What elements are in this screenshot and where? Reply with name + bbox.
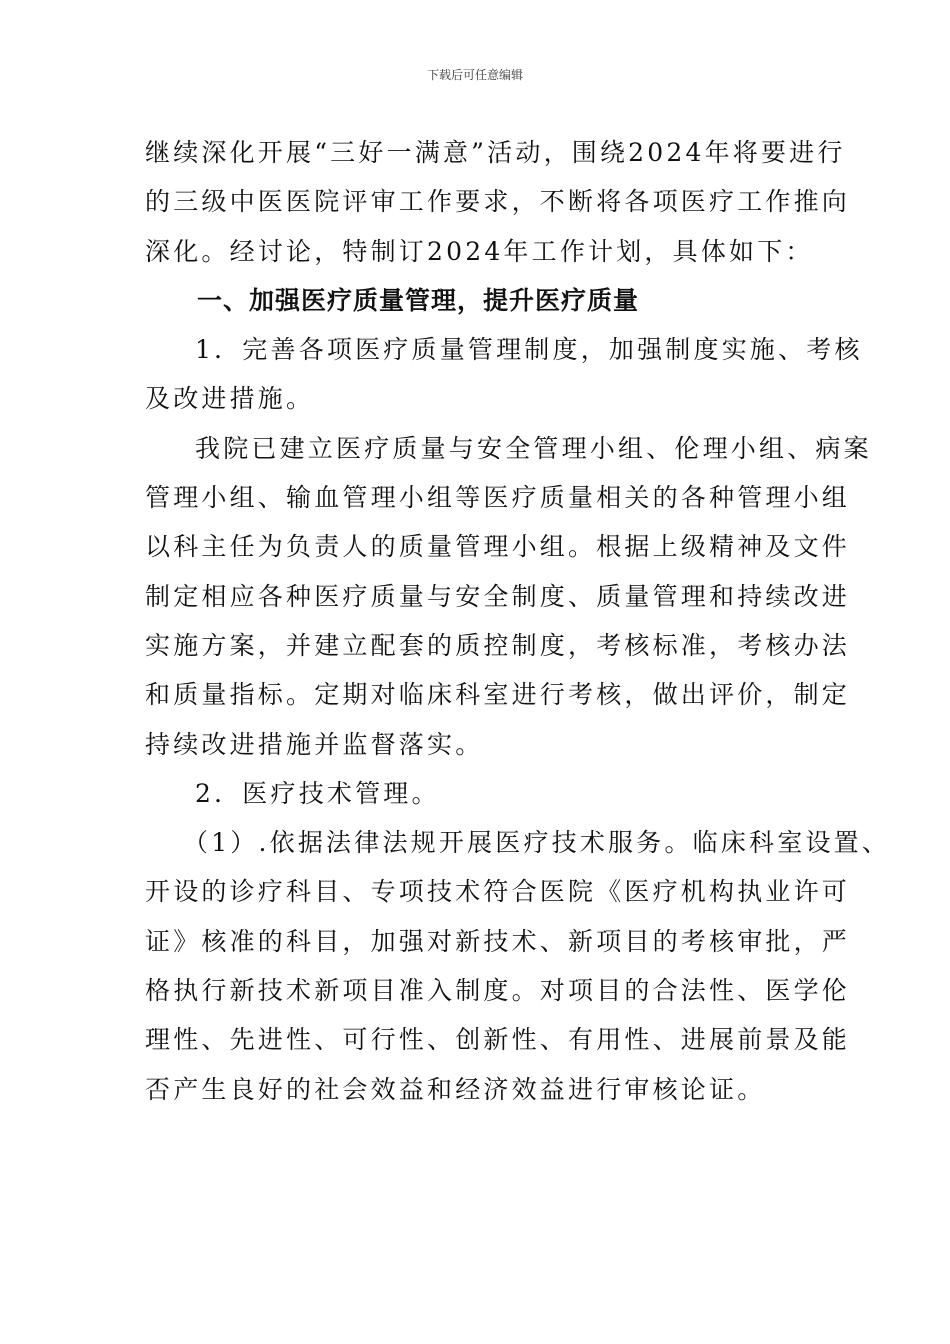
intro-line: 继续深化开展“三好一满意”活动，围绕2024年将要进行 bbox=[145, 138, 846, 167]
paragraph-line: 管理小组、输血管理小组等医疗质量相关的各种管理小组 bbox=[145, 483, 851, 513]
item-1-line: 及改进措施。 bbox=[145, 384, 315, 414]
document-body bbox=[145, 128, 891, 1114]
paragraph-line: 开设的诊疗科目、专项技术符合医院《医疗机构执业许可 bbox=[145, 877, 851, 907]
paragraph-line: 格执行新技术新项目准入制度。对项目的合法性、医学伦 bbox=[145, 976, 851, 1006]
paragraph-line: 证》核准的科目，加强对新技术、新项目的考核审批，严 bbox=[145, 926, 851, 956]
section-heading: 一、加强医疗质量管理，提升医疗质量 bbox=[197, 285, 640, 315]
paragraph-line: 否产生良好的社会效益和经济效益进行审核论证。 bbox=[145, 1074, 766, 1104]
paragraph-line: （1）.依据法律法规开展医疗技术服务。临床科室设置、 bbox=[183, 828, 891, 858]
item-1-line: 1．完善各项医疗质量管理制度，加强制度实施、考核 bbox=[195, 335, 863, 365]
paragraph-line: 和质量指标。定期对临床科室进行考核，做出评价，制定 bbox=[145, 680, 851, 710]
paragraph-line: 以科主任为负责人的质量管理小组。根据上级精神及文件 bbox=[145, 532, 851, 562]
item-2-title: 2．医疗技术管理。 bbox=[195, 778, 440, 808]
intro-line: 深化。经讨论，特制订2024年工作计划，具体如下： bbox=[145, 236, 814, 266]
paragraph-line: 我院已建立医疗质量与安全管理小组、伦理小组、病案 bbox=[195, 433, 872, 463]
page-header-note: 下载后可任意编辑 bbox=[426, 68, 523, 82]
paragraph-line: 持续改进措施并监督落实。 bbox=[145, 729, 484, 759]
paragraph-line: 制定相应各种医疗质量与安全制度、质量管理和持续改进 bbox=[145, 581, 851, 611]
paragraph-line: 实施方案，并建立配套的质控制度，考核标准，考核办法 bbox=[145, 630, 851, 660]
paragraph-line: 理性、先进性、可行性、创新性、有用性、进展前景及能 bbox=[145, 1025, 851, 1055]
intro-line: 的三级中医医院评审工作要求，不断将各项医疗工作推向 bbox=[145, 187, 851, 217]
